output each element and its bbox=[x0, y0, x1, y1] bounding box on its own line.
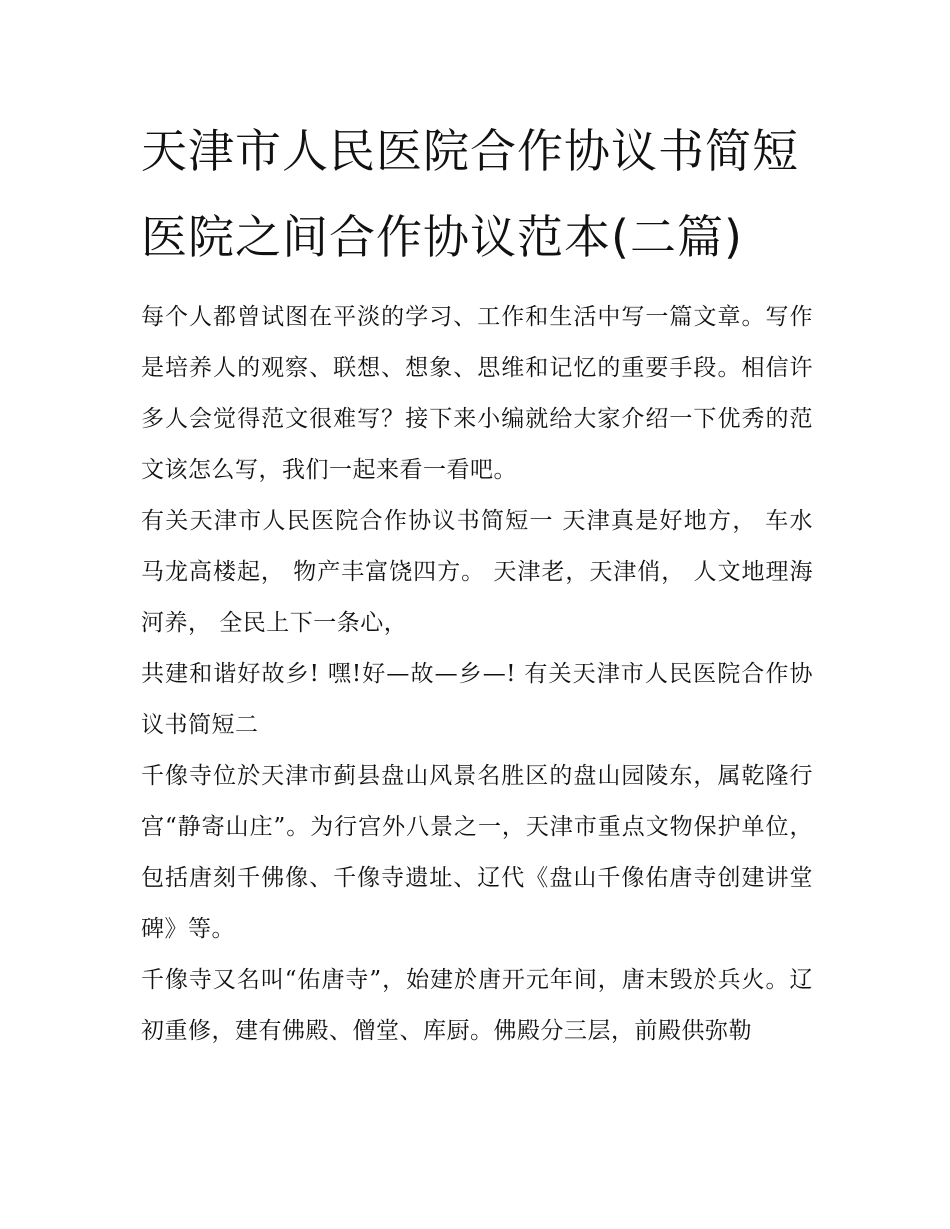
document-body bbox=[141, 292, 813, 1057]
paragraph-intro: 每个人都曾试图在平淡的学习、工作和生活中写一篇文章。写作是培养人的观察、联想、想象、思维和记忆的重要手段。相信许多人会觉得范文很难写？接下来小编就给大家介绍一下优秀的范文该怎么写，我们一起来看一看吧。 bbox=[141, 304, 813, 483]
paragraph-poem-end: 共建和谐好故乡! 嘿!好—故—乡—! 有关天津市人民医院合作协议书简短二 bbox=[141, 661, 813, 738]
paragraph-poem: 有关天津市人民医院合作协议书简短一 天津真是好地方， 车水马龙高楼起， 物产丰富饶四方。 天津老，天津俏， 人文地理海河养， 全民上下一条心， bbox=[141, 508, 813, 636]
paragraph-temple-history: 千像寺又名叫“佑唐寺”，始建於唐开元年间，唐末毁於兵火。辽初重修，建有佛殿、僧堂、库厨。佛殿分三层，前殿供弥勒 bbox=[141, 967, 813, 1044]
document-page bbox=[141, 108, 813, 1057]
paragraph-temple-intro: 千像寺位於天津市蓟县盘山风景名胜区的盘山园陵东，属乾隆行宫“静寄山庄”。为行宫外八景之一，天津市重点文物保护单位，包括唐刻千佛像、千像寺遗址、辽代《盘山千像佑唐寺创建讲堂碑》等。 bbox=[141, 763, 813, 942]
document-title: 天津市人民医院合作协议书简短 医院之间合作协议范本(二篇) bbox=[141, 124, 799, 264]
